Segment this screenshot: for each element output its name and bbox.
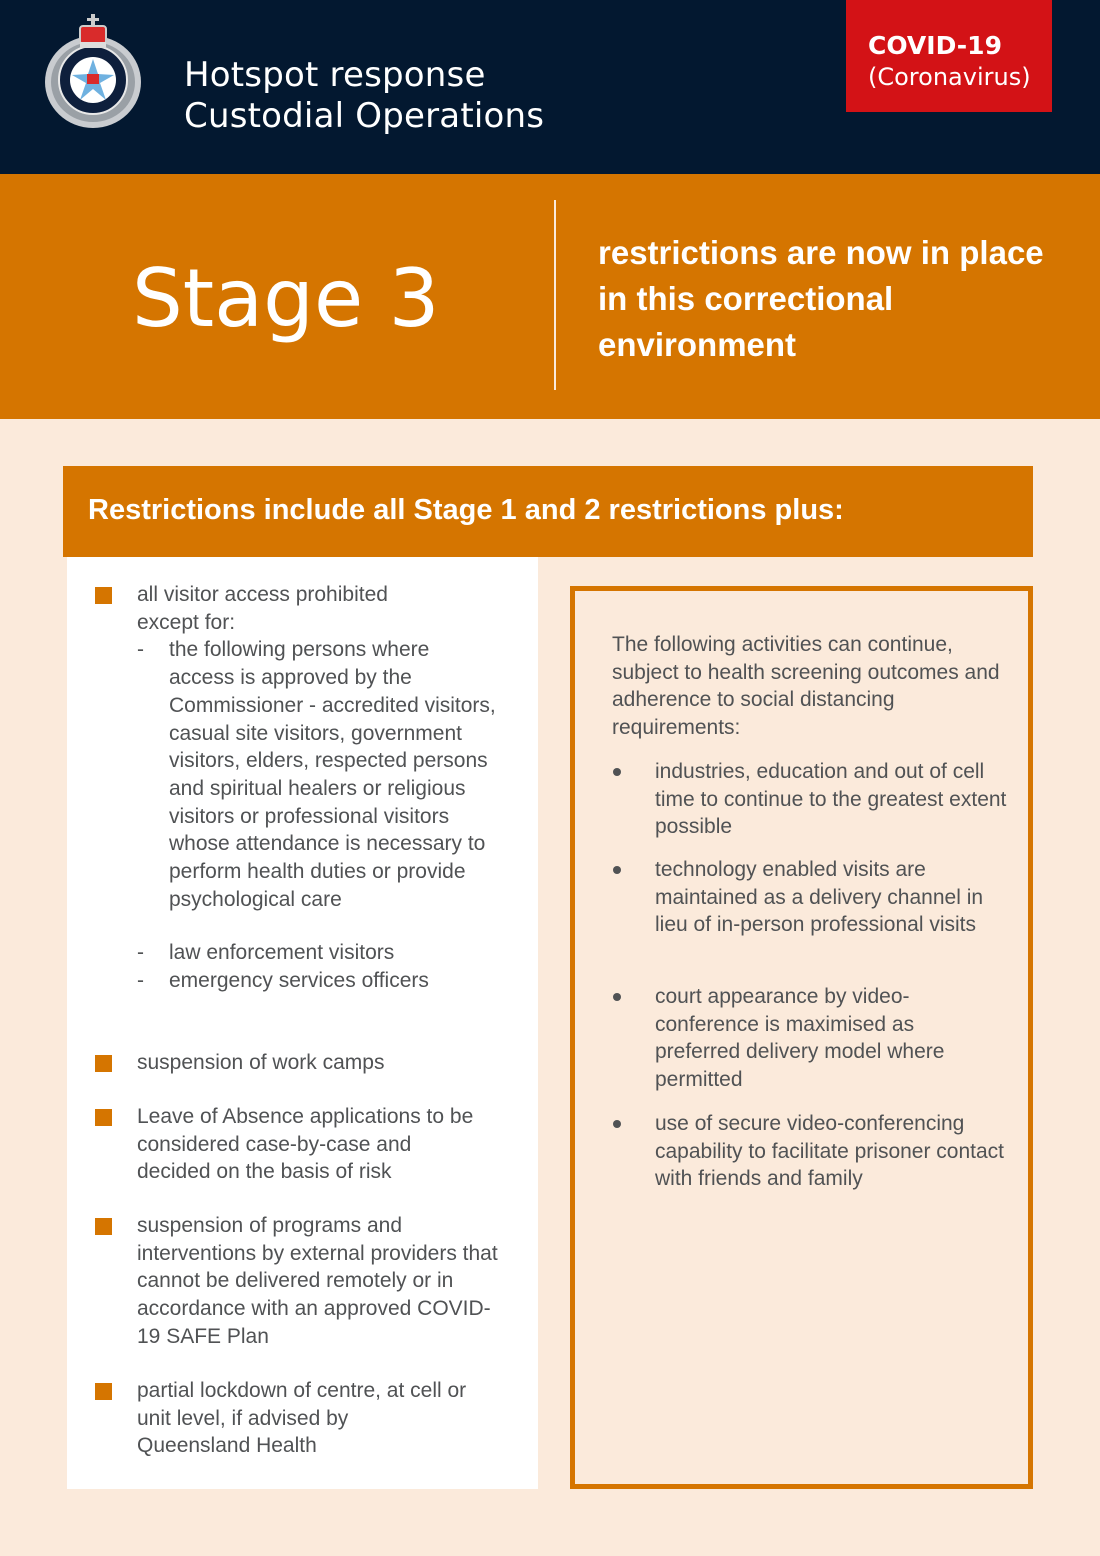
dash-icon: - — [137, 941, 144, 965]
restrictions-list-panel — [67, 557, 538, 1489]
activity-text: technology enabled visits are maintained as a delivery channel in lieu of in-person professional visits — [655, 858, 984, 937]
activity-item — [655, 983, 995, 1094]
dash-icon: - — [137, 638, 144, 662]
restriction-text: all visitor access prohibited except for: — [137, 583, 388, 634]
orange-square-bullet-icon — [95, 1055, 112, 1072]
restriction-subitem-text: the following persons where access is approved by the Commissioner - accredited visitors, casual site visitors, government visitors, elders, respected persons and spiritual healers or religious visitors or professional visitors whose attendance is necessary to perform health duties or provide psychological care — [169, 638, 496, 911]
restriction-subitem-text: emergency services officers — [169, 969, 429, 993]
activity-item — [655, 856, 1005, 939]
orange-square-bullet-icon — [95, 1383, 112, 1400]
activities-intro: The following activities can continue, subject to health screening outcomes and adherence to social distancing requirements: — [612, 633, 1000, 740]
restriction-subitem-text: law enforcement visitors — [169, 941, 395, 965]
header-title-line2: Custodial Operations — [184, 96, 545, 136]
activity-item — [655, 1110, 1005, 1193]
orange-square-bullet-icon — [95, 1218, 112, 1235]
stage-title: Stage 3 — [132, 252, 440, 345]
header-title-line1: Hotspot response — [184, 55, 486, 95]
dot-bullet-icon — [613, 768, 621, 776]
restriction-item — [137, 1212, 507, 1351]
restriction-subitem — [137, 636, 497, 913]
restriction-subitem — [137, 939, 497, 967]
stage-divider — [554, 200, 556, 390]
dot-bullet-icon — [613, 866, 621, 874]
stage-subtitle: restrictions are now in place in this correctional environment — [598, 234, 1044, 363]
dash-icon: - — [137, 969, 144, 993]
orange-square-bullet-icon — [95, 587, 112, 604]
restriction-text: partial lockdown of centre, at cell or unit level, if advised by Queensland Health — [137, 1379, 467, 1458]
covid-badge — [846, 0, 1052, 112]
activity-text: use of secure video-conferencing capability to facilitate prisoner contact with friends and family — [655, 1112, 1005, 1191]
header-title — [184, 55, 544, 137]
restriction-text: suspension of programs and interventions by external providers that cannot be delivered remotely or in accordance with an approved COVID-19 SAFE Plan — [137, 1214, 498, 1348]
restriction-item — [137, 1377, 467, 1460]
activity-text: court appearance by video-conference is maximised as preferred delivery model where permitted — [655, 985, 945, 1092]
restriction-item — [137, 581, 496, 995]
dot-bullet-icon — [613, 1120, 621, 1128]
header-bar — [0, 0, 1100, 174]
activity-item — [655, 758, 1015, 841]
restriction-subitem — [137, 967, 497, 995]
restriction-text: suspension of work camps — [137, 1051, 385, 1074]
dot-bullet-icon — [613, 993, 621, 1001]
orange-square-bullet-icon — [95, 1109, 112, 1126]
restrictions-heading: Restrictions include all Stage 1 and 2 restrictions plus: — [63, 466, 1033, 557]
restriction-text: Leave of Absence applications to be considered case-by-case and decided on the basis of risk — [137, 1105, 474, 1184]
covid-badge-title: COVID-19 — [868, 31, 1002, 60]
qcs-crest-logo-icon — [40, 12, 146, 132]
restriction-item — [137, 1103, 487, 1186]
activities-panel — [570, 586, 1033, 1489]
covid-badge-subtitle: (Coronavirus) — [868, 63, 1031, 91]
stage-banner — [0, 174, 1100, 419]
activity-text: industries, education and out of cell time to continue to the greatest extent possible — [655, 760, 1007, 839]
restriction-item — [137, 1049, 497, 1077]
